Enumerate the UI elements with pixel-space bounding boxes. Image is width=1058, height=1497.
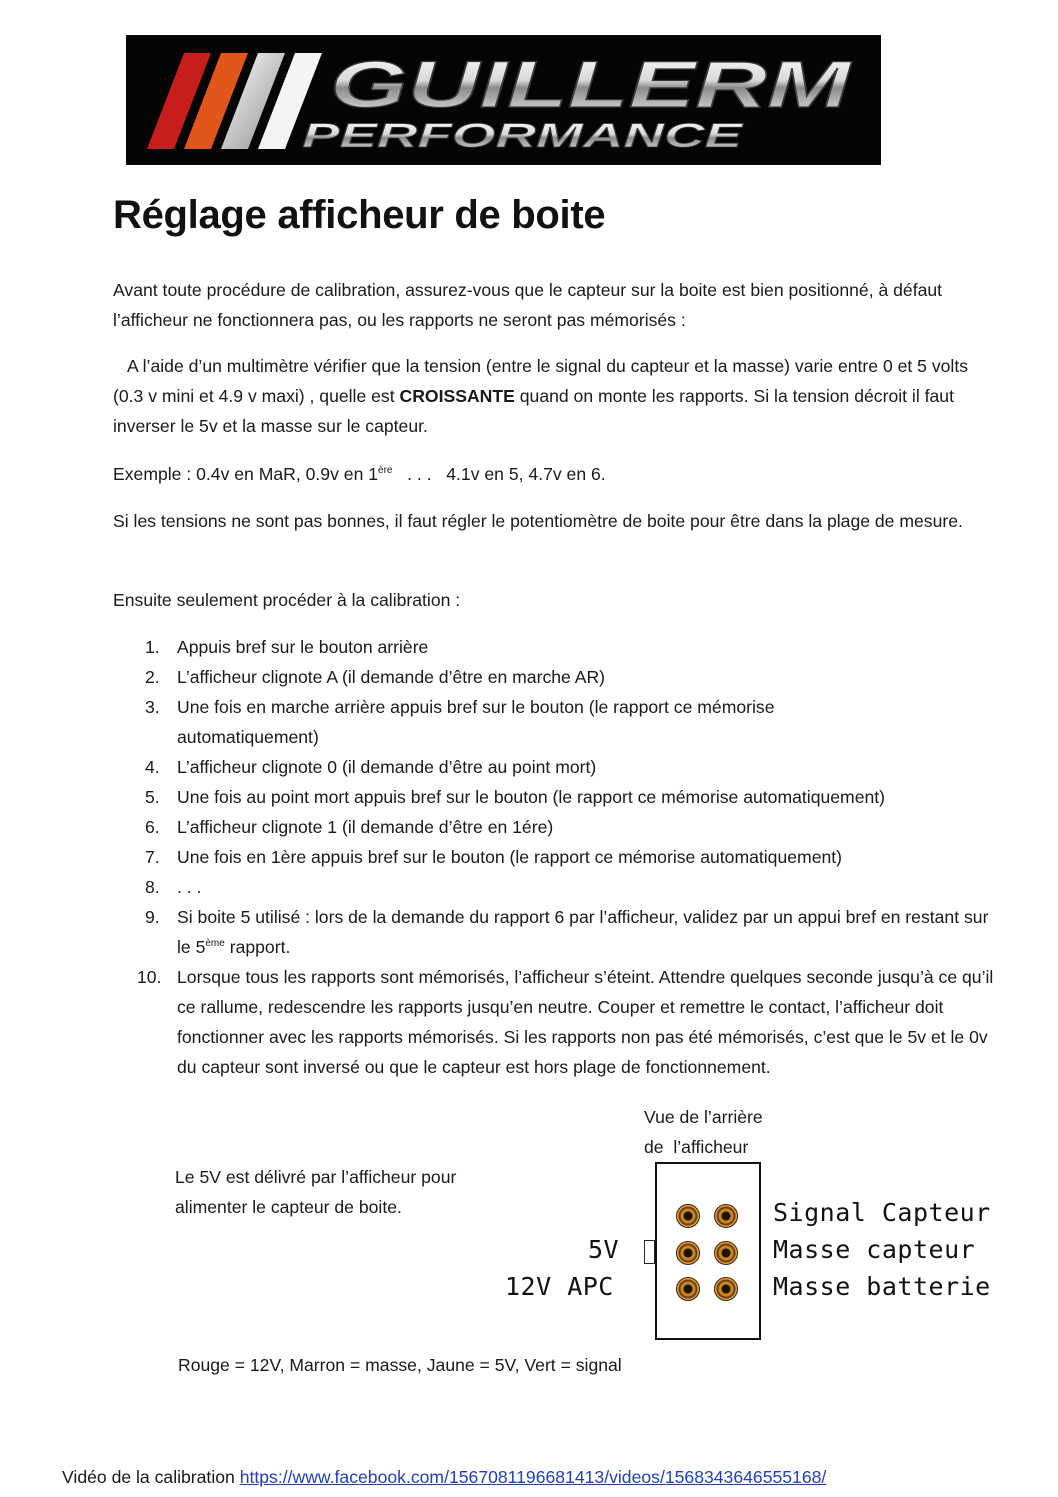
step-text: Une fois en marche arrière appuis bref sur le bouton (le rapport ce mémorise automatiquement): [177, 697, 775, 747]
list-item: [113, 782, 998, 812]
example-paragraph: [113, 459, 993, 489]
step-text: L’afficheur clignote A (il demande d’être en marche AR): [177, 667, 606, 687]
page-title: Réglage afficheur de boite: [113, 193, 606, 237]
step-text: Une fois au point mort appuis bref sur le bouton (le rapport ce mémorise automatiquement): [177, 787, 886, 807]
step-text: Appuis bref sur le bouton arrière: [177, 637, 429, 657]
list-item: [113, 902, 998, 962]
then-paragraph: Ensuite seulement procéder à la calibration :: [113, 590, 461, 610]
step-number: 6.: [145, 817, 160, 837]
calibration-steps: [113, 632, 998, 1082]
step-text: L’afficheur clignote 1 (il demande d’être en 1ére): [177, 817, 554, 837]
connector-tab: [644, 1240, 655, 1264]
connector-pin-icon: [714, 1241, 738, 1265]
logo-stripes: [147, 53, 322, 149]
diagram-caption-line1: Vue de l’arrière: [644, 1107, 763, 1127]
example-superscript: ère: [378, 465, 393, 476]
supply-note: Le 5V est délivré par l’afficheur pour alimenter le capteur de boite.: [175, 1167, 457, 1217]
list-item: [113, 752, 998, 782]
check-text-before: A l’aide d’un multimètre vérifier que la tension (entre le signal du capteur et la masse) varie entre 0 et 5 volts (0.3 v mini et 4.9 v maxi) , quelle est: [113, 356, 969, 406]
step-number: 3.: [145, 697, 160, 717]
connector-pin-icon: [676, 1277, 700, 1301]
step-number: 2.: [145, 667, 160, 687]
pin-label-12v-apc: 12V APC: [505, 1272, 614, 1301]
connector-pin-icon: [676, 1241, 700, 1265]
step-number: 9.: [145, 907, 160, 927]
example-text-before: Exemple : 0.4v en MaR, 0.9v en 1: [113, 464, 379, 484]
diagram-caption-line2: de l’afficheur: [644, 1137, 749, 1157]
step-text: Lorsque tous les rapports sont mémorisés, l’afficheur s’éteint. Attendre quelques seconde jusqu’à ce qu’il ce rallume, redescendre les rapports jusqu’en neutre. Couper et remettre le contact, l’afficheur doit fonctionner avec les rapports mémorisés. Si les rapports non pas été mémorisés, c’est que le 5v et le 0v du capteur sont inversé ou que le capteur est hors plage de fonctionnement.: [177, 967, 994, 1077]
brand-logo: [126, 35, 881, 165]
wire-colors-legend: Rouge = 12V, Marron = masse, Jaune = 5V, Vert = signal: [178, 1355, 622, 1375]
check-emphasis: CROISSANTE: [399, 386, 515, 406]
list-item: [113, 872, 998, 902]
tension-paragraph: Si les tensions ne sont pas bonnes, il faut régler le potentiomètre de boite pour être dans la plage de mesure.: [113, 511, 963, 531]
step-text: Si boite 5 utilisé : lors de la demande du rapport 6 par l’afficheur, validez par un appui bref en restant sur le 5: [177, 907, 989, 957]
video-line: [62, 1462, 826, 1492]
logo-brand: GUILLERM: [330, 47, 854, 121]
diagram-caption: [644, 1102, 814, 1162]
step-text: . . .: [177, 877, 202, 897]
video-link[interactable]: https://www.facebook.com/1567081196681413/videos/1568343646555168/: [239, 1467, 827, 1487]
step-text: Une fois en 1ère appuis bref sur le bouton (le rapport ce mémorise automatiquement): [177, 847, 843, 867]
check-text-after: quand on monte les rapports. Si la tension décroit il faut inverser le 5v et la masse sur le capteur.: [113, 386, 954, 436]
connector-pin-icon: [714, 1277, 738, 1301]
step-number: 5.: [145, 787, 160, 807]
list-item: [113, 842, 998, 872]
video-label: Vidéo de la calibration: [62, 1467, 240, 1487]
display-back-connector: [655, 1162, 761, 1340]
step-number: 10.: [137, 967, 162, 987]
connector-pin-icon: [714, 1204, 738, 1228]
step-superscript: ème: [205, 938, 225, 949]
list-item: [113, 812, 998, 842]
step-text: L’afficheur clignote 0 (il demande d’être au point mort): [177, 757, 597, 777]
list-item: [113, 692, 998, 752]
pin-label-signal-capteur: Signal Capteur: [773, 1198, 991, 1227]
step-number: 4.: [145, 757, 160, 777]
list-item: [113, 632, 998, 662]
step-number: 7.: [145, 847, 160, 867]
step-number: 8.: [145, 877, 160, 897]
step-text-after: rapport.: [224, 937, 291, 957]
check-paragraph: [113, 351, 993, 441]
example-text-after: . . . 4.1v en 5, 4.7v en 6.: [392, 464, 606, 484]
list-item: [113, 962, 998, 1082]
pin-label-masse-batterie: Masse batterie: [773, 1272, 991, 1301]
list-item: [113, 662, 998, 692]
logo-sub: PERFORMANCE: [302, 117, 745, 155]
intro-paragraph: Avant toute procédure de calibration, assurez-vous que le capteur sur la boite est bien positionné, à défaut l’afficheur ne fonctionnera pas, ou les rapports ne seront pas mémorisés :: [113, 280, 943, 330]
connector-pin-icon: [676, 1204, 700, 1228]
step-number: 1.: [145, 637, 160, 657]
pin-label-5v: 5V: [588, 1235, 620, 1264]
pin-label-masse-capteur: Masse capteur: [773, 1235, 976, 1264]
